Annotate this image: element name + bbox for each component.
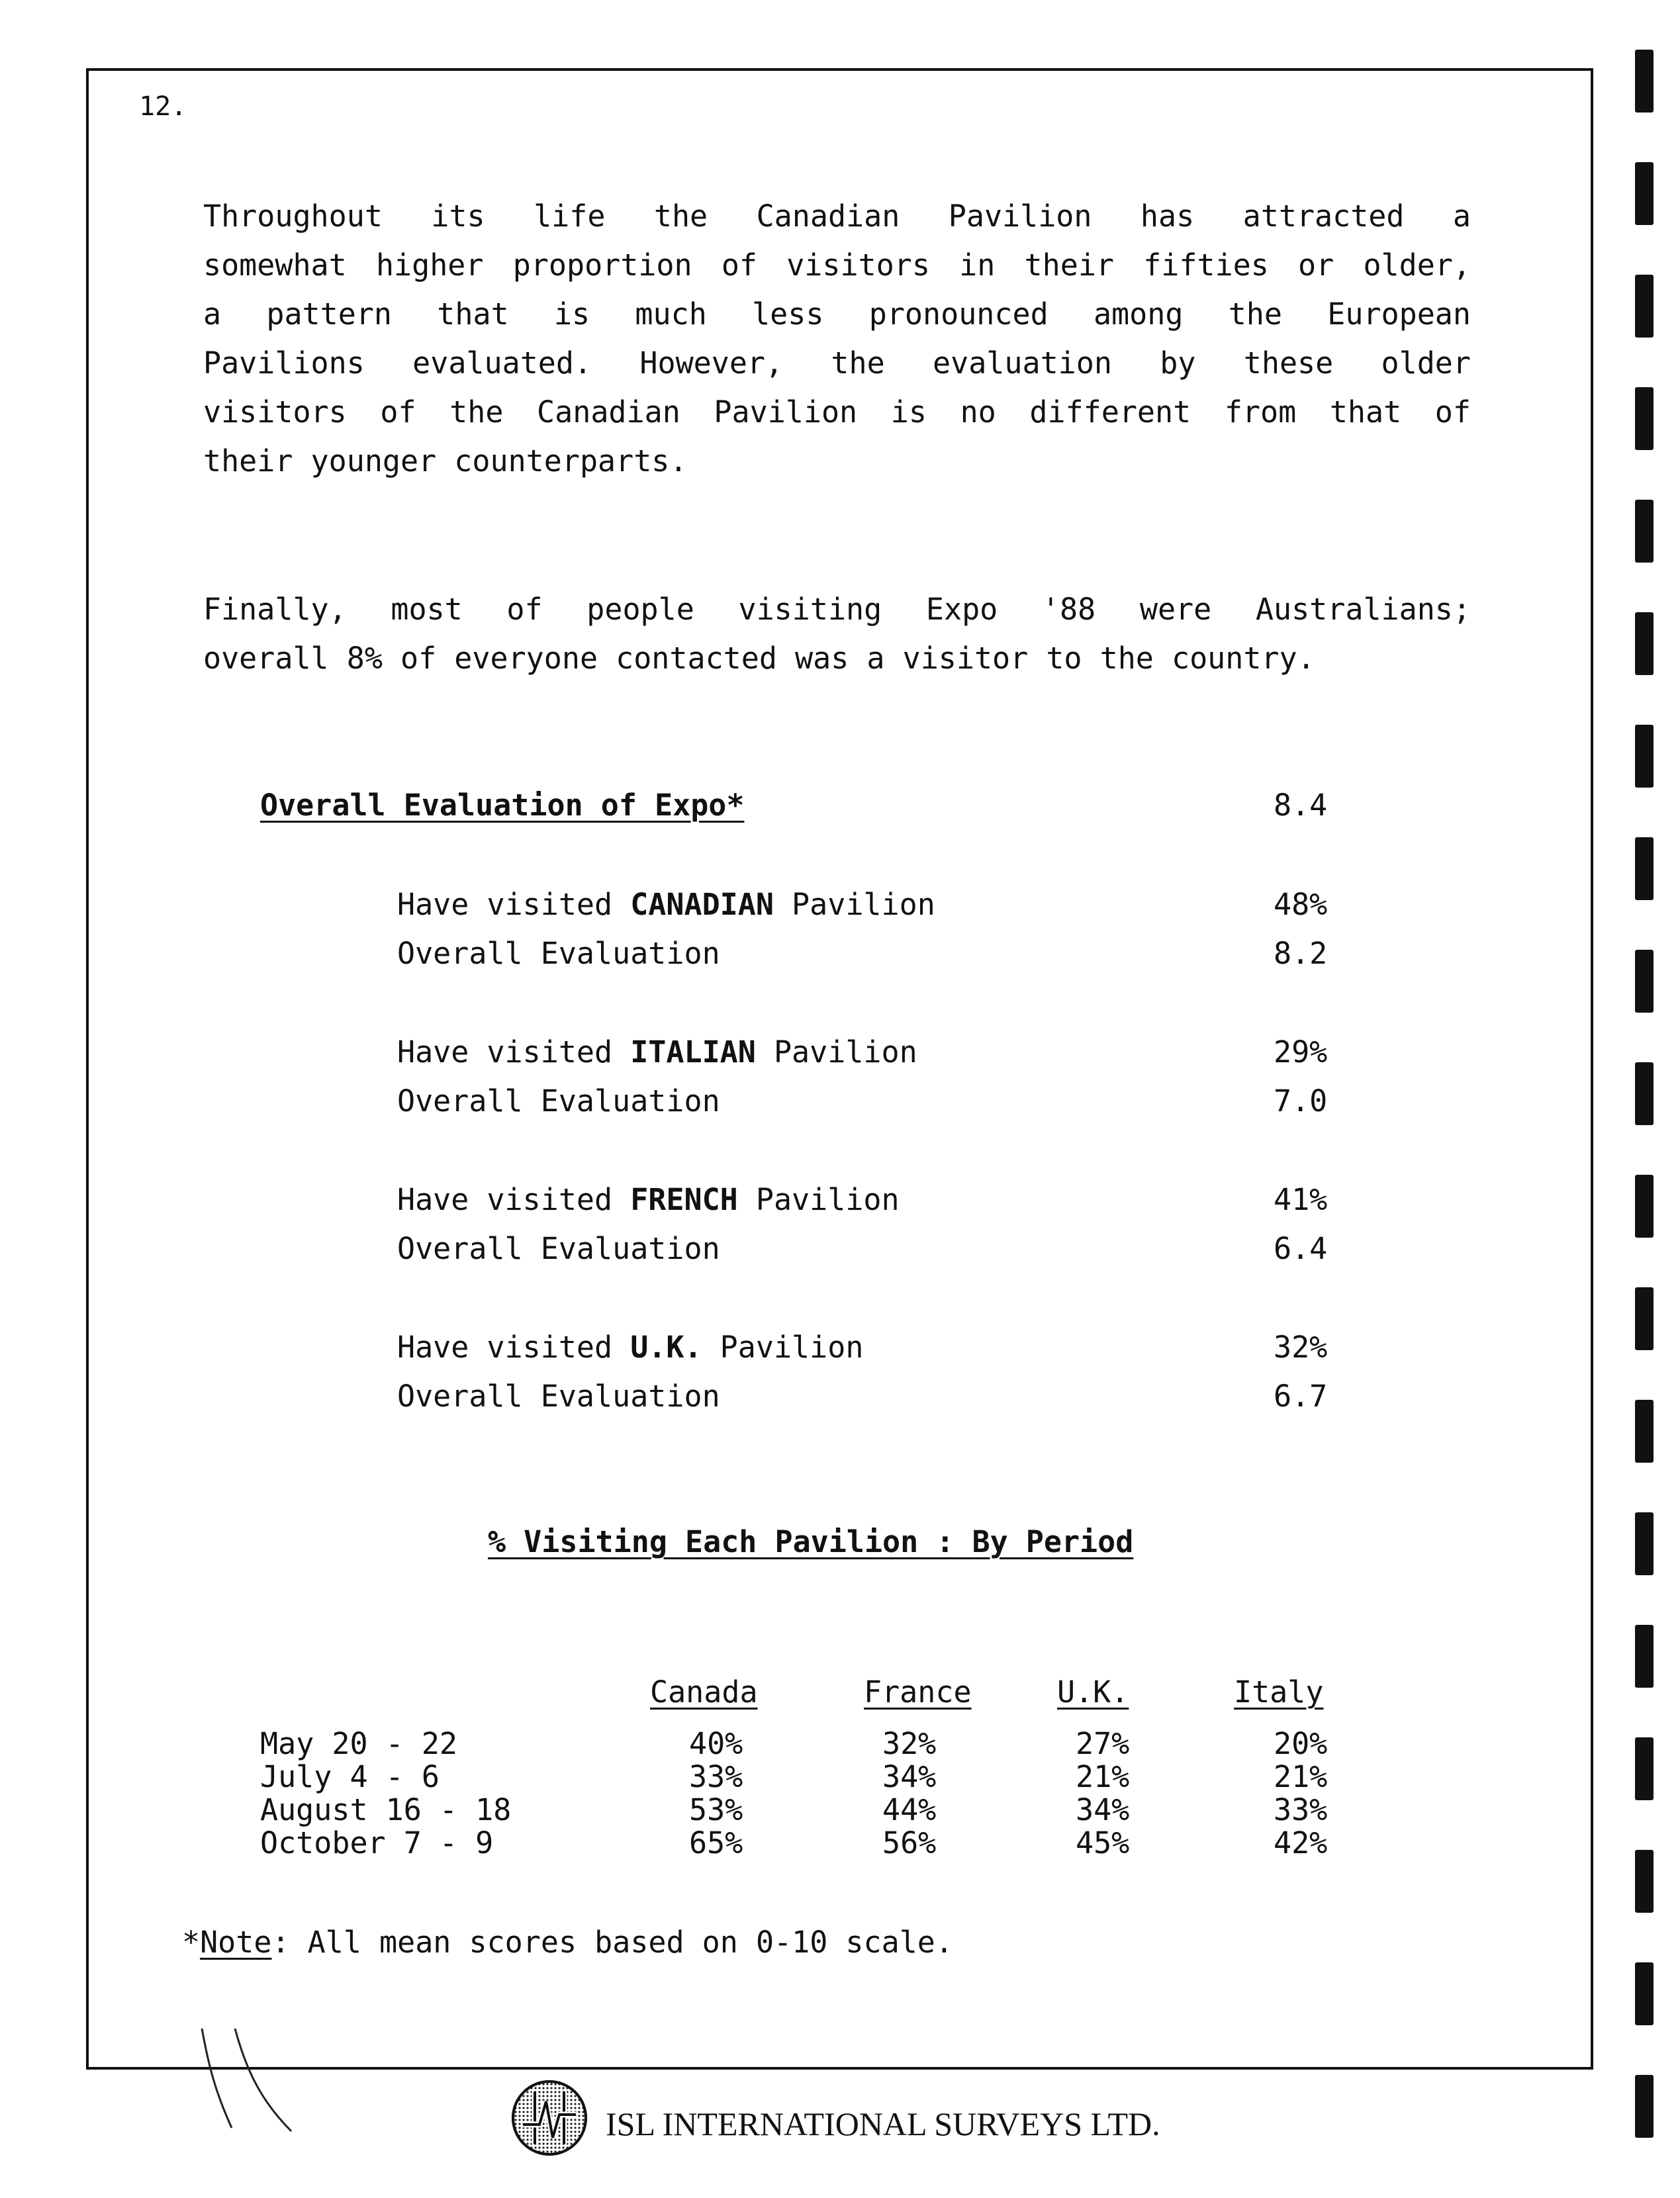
paragraph-line: a pattern that is much less pronounced among the European [203,297,1471,332]
pen-marks [192,2025,311,2138]
binder-hole [1635,50,1654,113]
pavilion-visited-value: 29% [1274,1034,1328,1070]
table-row-period: July 4 - 6 [260,1759,440,1794]
footnote: *Note: All mean scores based on 0-10 scale. [182,1925,953,1960]
company-name: ISL INTERNATIONAL SURVEYS LTD. [606,2105,1160,2142]
pavilion-eval-value: 6.4 [1274,1231,1328,1266]
table-cell: 21% [1076,1759,1130,1794]
pavilion-visited-value: 48% [1274,887,1328,922]
binder-hole [1635,1062,1654,1125]
binder-hole [1635,1512,1654,1575]
table-cell: 27% [1076,1726,1130,1761]
pavilion-eval-label: Overall Evaluation [397,936,720,971]
pavilion-name: FRENCH [630,1182,738,1217]
paragraph-line: Throughout its life the Canadian Pavilion has attracted a [203,199,1471,234]
binder-hole [1635,725,1654,788]
column-header-france: France [864,1674,972,1710]
paragraph-line: Pavilions evaluated. However, the evaluation by these older [203,345,1471,381]
period-table-title: % Visiting Each Pavilion : By Period [488,1524,1134,1559]
binder-hole [1635,500,1654,563]
paragraph-1 [203,192,1471,486]
pavilion-visited-label: Have visited FRENCH Pavilion [397,1182,900,1217]
table-row-period: May 20 - 22 [260,1726,458,1761]
binder-hole [1635,1737,1654,1800]
paragraph-line: visitors of the Canadian Pavilion is no different from that of [203,394,1471,430]
binder-hole [1635,837,1654,900]
table-cell: 40% [689,1726,743,1761]
binder-hole [1635,162,1654,225]
column-header-italy: Italy [1234,1674,1324,1710]
table-row-period: August 16 - 18 [260,1792,512,1827]
table-cell: 21% [1274,1759,1328,1794]
table-cell: 32% [882,1726,937,1761]
binder-hole [1635,1287,1654,1350]
table-cell: 34% [882,1759,937,1794]
binder-hole [1635,275,1654,338]
pavilion-visited-label: Have visited ITALIAN Pavilion [397,1034,917,1070]
pavilion-name: CANADIAN [630,887,774,922]
binder-hole [1635,1625,1654,1688]
table-cell: 44% [882,1792,937,1827]
binder-hole [1635,612,1654,675]
pavilion-eval-value: 6.7 [1274,1379,1328,1414]
column-header-uk: U.K. [1057,1674,1129,1710]
table-cell: 45% [1076,1825,1130,1860]
paragraph-2 [203,585,1471,683]
pavilion-eval-value: 8.2 [1274,936,1328,971]
pavilion-name: U.K. [630,1330,702,1365]
pavilion-eval-label: Overall Evaluation [397,1231,720,1266]
paragraph-line: overall 8% of everyone contacted was a visitor to the country. [203,641,1315,676]
overall-evaluation-label: Overall Evaluation of Expo* [260,788,745,823]
binder-hole [1635,1962,1654,2025]
pavilion-eval-label: Overall Evaluation [397,1083,720,1119]
paragraph-line: their younger counterparts. [203,443,688,479]
table-cell: 34% [1076,1792,1130,1827]
page-number: 12. [139,91,187,122]
pavilion-visited-value: 32% [1274,1330,1328,1365]
pavilion-name: ITALIAN [630,1034,756,1070]
overall-evaluation-value: 8.4 [1274,788,1328,823]
table-cell: 56% [882,1825,937,1860]
pavilion-visited-label: Have visited CANADIAN Pavilion [397,887,935,922]
globe-logo-icon [510,2078,589,2158]
table-row-period: October 7 - 9 [260,1825,494,1860]
pavilion-visited-value: 41% [1274,1182,1328,1217]
table-cell: 53% [689,1792,743,1827]
pavilion-visited-label: Have visited U.K. Pavilion [397,1330,864,1365]
pavilion-eval-label: Overall Evaluation [397,1379,720,1414]
note-label: Note [200,1925,272,1960]
column-header-canada: Canada [650,1674,758,1710]
binder-hole [1635,1400,1654,1463]
binder-hole [1635,950,1654,1013]
binder-hole [1635,1850,1654,1913]
table-cell: 33% [1274,1792,1328,1827]
table-cell: 20% [1274,1726,1328,1761]
binder-hole [1635,2075,1654,2138]
binder-hole [1635,387,1654,450]
paragraph-line: Finally, most of people visiting Expo '88 were Australians; [203,592,1471,627]
table-cell: 42% [1274,1825,1328,1860]
pavilion-eval-value: 7.0 [1274,1083,1328,1119]
binder-hole [1635,1175,1654,1238]
table-cell: 33% [689,1759,743,1794]
table-cell: 65% [689,1825,743,1860]
paragraph-line: somewhat higher proportion of visitors in their fifties or older, [203,248,1471,283]
